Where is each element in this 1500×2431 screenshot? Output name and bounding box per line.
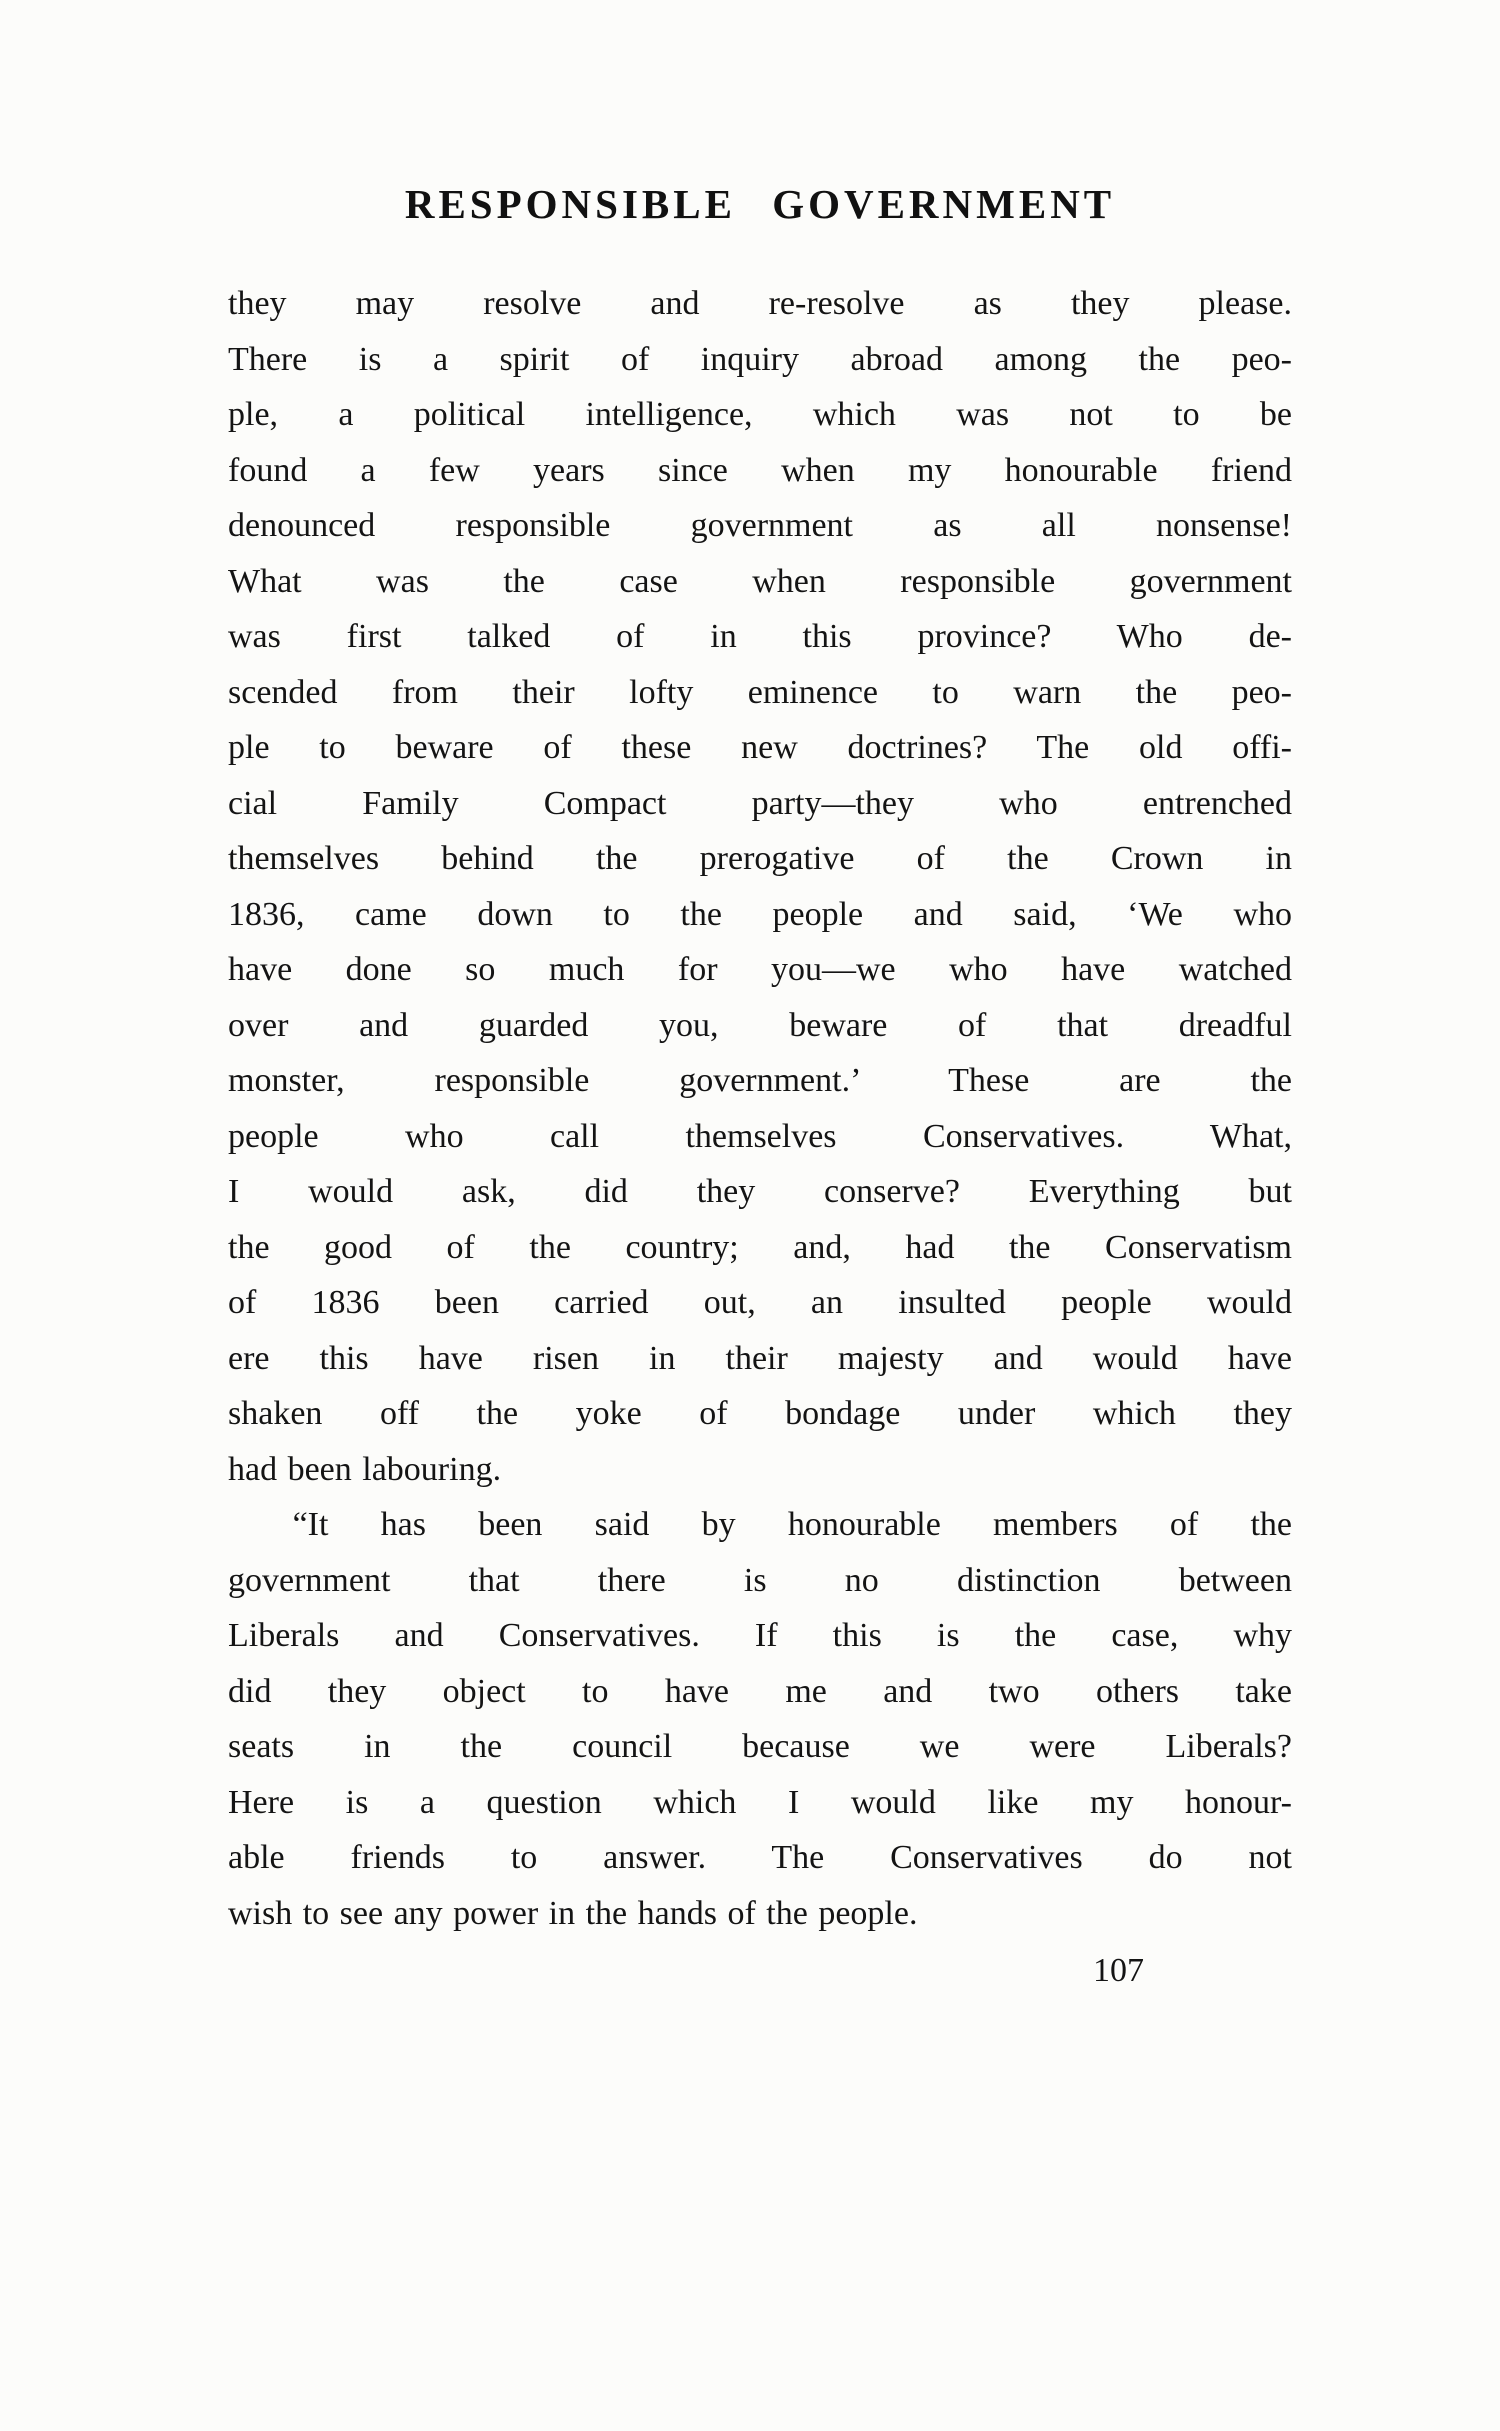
text-line: themselves behind the prerogative of the Crown in [228, 840, 1292, 877]
text-line: government that there is no distinction between [228, 1561, 1292, 1599]
text-line: Liberals and Conservatives. If this is the case, why [228, 1617, 1292, 1654]
text-line: have done so much for you—we who have watched [228, 951, 1292, 988]
text-line: ple to beware of these new doctrines? The old offi- [228, 729, 1292, 766]
text-line: “It has been said by honourable members of the [292, 1506, 1292, 1543]
text-column [228, 180, 1292, 1998]
text-line: ple, a political intelligence, which was not to be [228, 396, 1292, 433]
text-line: shaken off the yoke of bondage under which they [228, 1395, 1292, 1432]
text-line: they may resolve and re-resolve as they please. [228, 285, 1292, 322]
text-line: people who call themselves Conservatives. What, [228, 1117, 1292, 1155]
text-line: I would ask, did they conserve? Everything but [228, 1173, 1292, 1210]
text-block [228, 276, 1292, 1941]
paragraph [228, 276, 1292, 1497]
text-line: over and guarded you, beware of that dreadful [228, 1006, 1292, 1044]
text-line: had been labouring. [228, 1450, 502, 1488]
text-line: Here is a question which I would like my honour- [228, 1783, 1292, 1821]
text-line: did they object to have me and two others take [228, 1672, 1292, 1710]
text-line: There is a spirit of inquiry abroad among the peo- [228, 340, 1292, 378]
text-line: monster, responsible government.’ These are the [228, 1062, 1292, 1099]
text-line: was first talked of in this province? Who de- [228, 618, 1292, 655]
text-line: of 1836 been carried out, an insulted people would [228, 1284, 1292, 1321]
text-line: found a few years since when my honourable friend [228, 451, 1292, 489]
text-line: denounced responsible government as all nonsense! [228, 507, 1292, 544]
text-line: ere this have risen in their majesty and would have [228, 1339, 1292, 1377]
paragraph [228, 1497, 1292, 1941]
page-title: RESPONSIBLE GOVERNMENT [404, 181, 1116, 227]
text-line: able friends to answer. The Conservatives do not [228, 1839, 1292, 1876]
text-line: wish to see any power in the hands of the people. [228, 1894, 918, 1932]
text-line: 1836, came down to the people and said, ‘We who [228, 895, 1292, 933]
text-line: What was the case when responsible government [228, 562, 1292, 600]
text-line: seats in the council because we were Liberals? [228, 1728, 1292, 1765]
text-line: scended from their lofty eminence to warn the peo- [228, 673, 1292, 711]
text-line: the good of the country; and, had the Conservatism [228, 1228, 1292, 1266]
text-line: cial Family Compact party—they who entrenched [228, 784, 1292, 822]
page-number: 107 [1093, 1952, 1144, 1989]
